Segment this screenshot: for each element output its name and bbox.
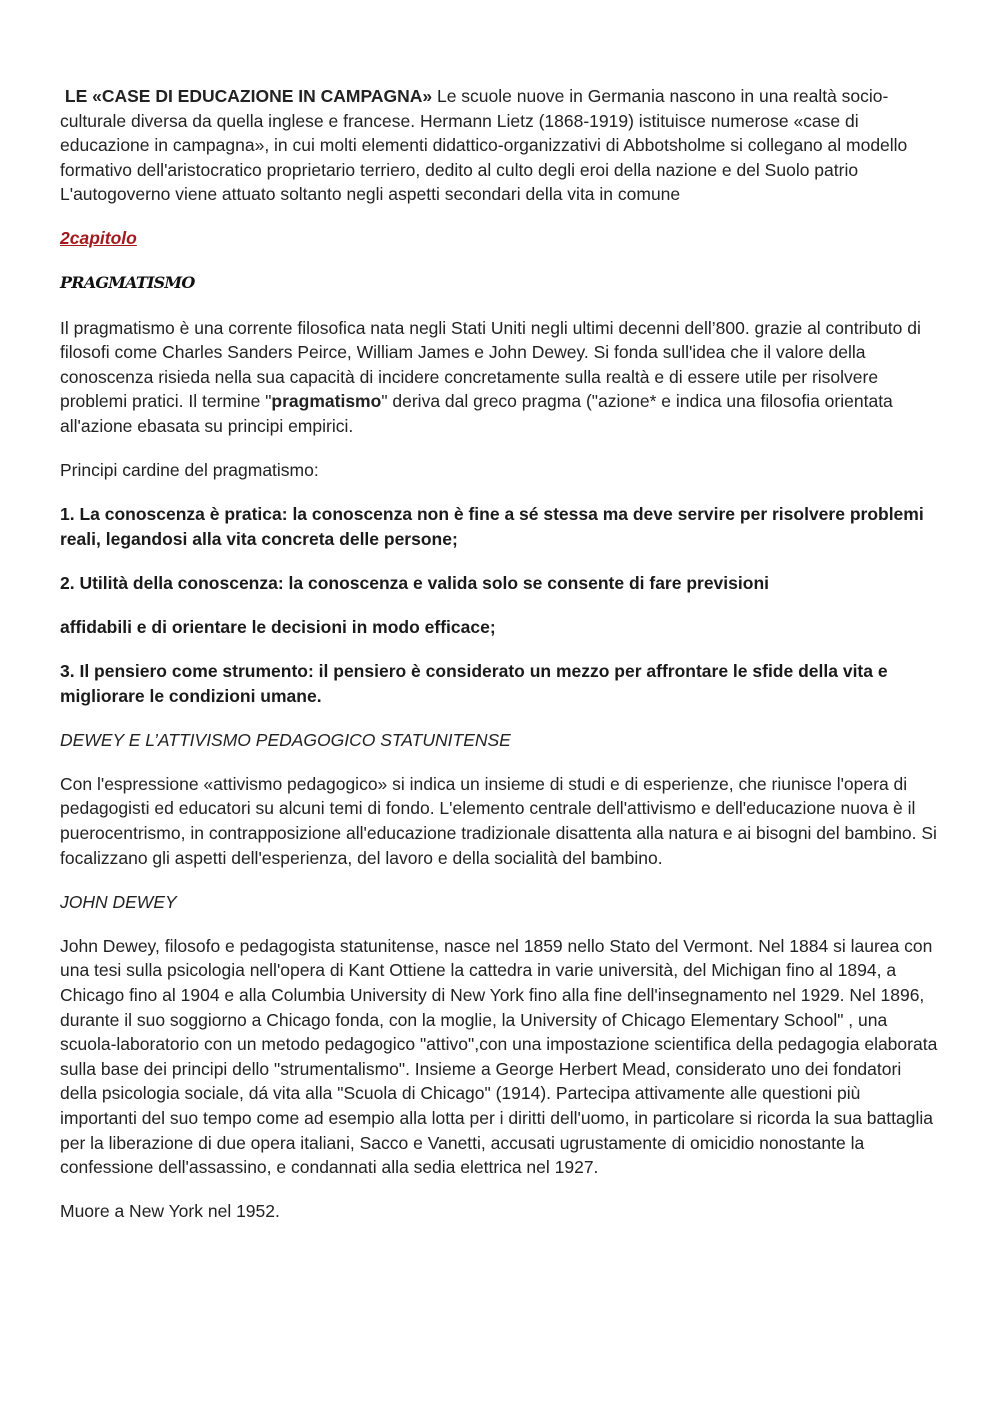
death-line: Muore a New York nel 1952. [60,1201,280,1222]
document-page [60,84,940,1243]
intro-paragraph [60,84,940,207]
principles-intro: Principi cardine del pragmatismo: [60,460,319,481]
john-dewey-heading: JOHN DEWEY [60,891,177,912]
biography-paragraph: John Dewey, filosofo e pedagogista statunitense, nasce nel 1859 nello Stato del Vermont. Nel 1884 si laurea con una tesi sulla psicologia nell'opera di Kant Ottiene la cattedra in varie università, del Michigan fino al 1894, a Chicago fino al 1904 e alla Columbia University di New York fino alla fine dell'insegnamento nel 1929. Nel 1896, durante il suo soggiorno a Chicago fonda, con la moglie, la University of Chicago Elementary School" , una scuola-laboratorio con un metodo pedagogico "attivo",con una impostazione scientifica della pedagogia elaborata sulla base dei principi dello "strumentalismo". Insieme a George Herbert Mead, considerato uno dei fondatori della psicologia sociale, dá vita alla "Scuola di Chicago" (1914). Partecipa attivamente alle questioni più importanti del suo tempo come ad esempio alla lotta per i diritti dell'uomo, in particolare si ricorda la sua battaglia per la liberazione di due opera italiani, Sacco e Vanetti, accusati ugrustamente di omicidio nonostante la confessione dell'assassino, e condannati alla sedia elettrica nel 1927. [60,935,938,1178]
section-title: PRAGMATISMO [60,273,195,293]
intro-text: Le scuole nuove in Germania nascono in una realtà socio-culturale diversa da quella inglese e francese. Hermann Lietz (1868-1919) istituisce numerose «case di educazione in campagna», in cui molti elementi didattico-organizzativi di Abbotsholme si collegano al modello formativo dell'aristocratico proprietario terriero, dedito al culto degli eroi della nazione e del Suolo patrio L'autogoverno viene attuato soltanto negli aspetti secondari della vita in comune [60,86,908,205]
chapter-link[interactable]: 2capitolo [60,228,137,249]
intro-heading: LE «CASE DI EDUCAZIONE IN CAMPAGNA» [64,86,433,106]
chapter-line [60,226,940,251]
pragmatismo-paragraph [60,316,940,439]
dewey-heading: DEWEY E L’ATTIVISMO PEDAGOGICO STATUNITENSE [60,729,511,750]
principle-item-2: 2. Utilità della conoscenza: la conoscenza e valida solo se consente di fare previsioni [60,572,769,593]
principle-item-2-continued: affidabili e di orientare le decisioni in modo efficace; [60,617,496,637]
pragmatismo-text-before: Il pragmatismo è una corrente filosofica nata negli Stati Uniti negli ultimi decenni dell’800. grazie al contributo di filosofi come Charles Sanders Peirce, William James e John Dewey. Si fonda sull'idea che il valore della conoscenza risieda nella sua capacità di incidere concretamente sulla realtà e di essere utile per risolvere problemi pratici. Il termine " [60,317,921,412]
pragmatismo-term: pragmatismo [271,391,382,412]
section-title-line [60,270,940,296]
pragmatismo-text-after: " deriva dal greco pragma ("azione* e indica una filosofia orientata all'azione ebasata su principi empirici. [60,391,893,437]
principle-item-3: 3. Il pensiero come strumento: il pensiero è considerato un mezzo per affrontare le sfide della vita e migliorare le condizioni umane. [60,661,888,706]
principle-item-1: 1. La conoscenza è pratica: la conoscenza non è fine a sé stessa ma deve servire per risolvere problemi reali, legandosi alla vita concreta delle persone; [60,504,924,549]
attivismo-paragraph: Con l'espressione «attivismo pedagogico» si indica un insieme di studi e di esperienze, che riunisce l'opera di pedagogisti ed educatori su alcuni temi di fondo. L'elemento centrale dell'attivismo e dell'educazione nuova è il puerocentrismo, in contrapposizione all'educazione tradizionale disattenta alla natura e ai bisogni del bambino. Si focalizzano gli aspetti dell'esperienza, del lavoro e della socialità del bambino. [60,773,937,868]
